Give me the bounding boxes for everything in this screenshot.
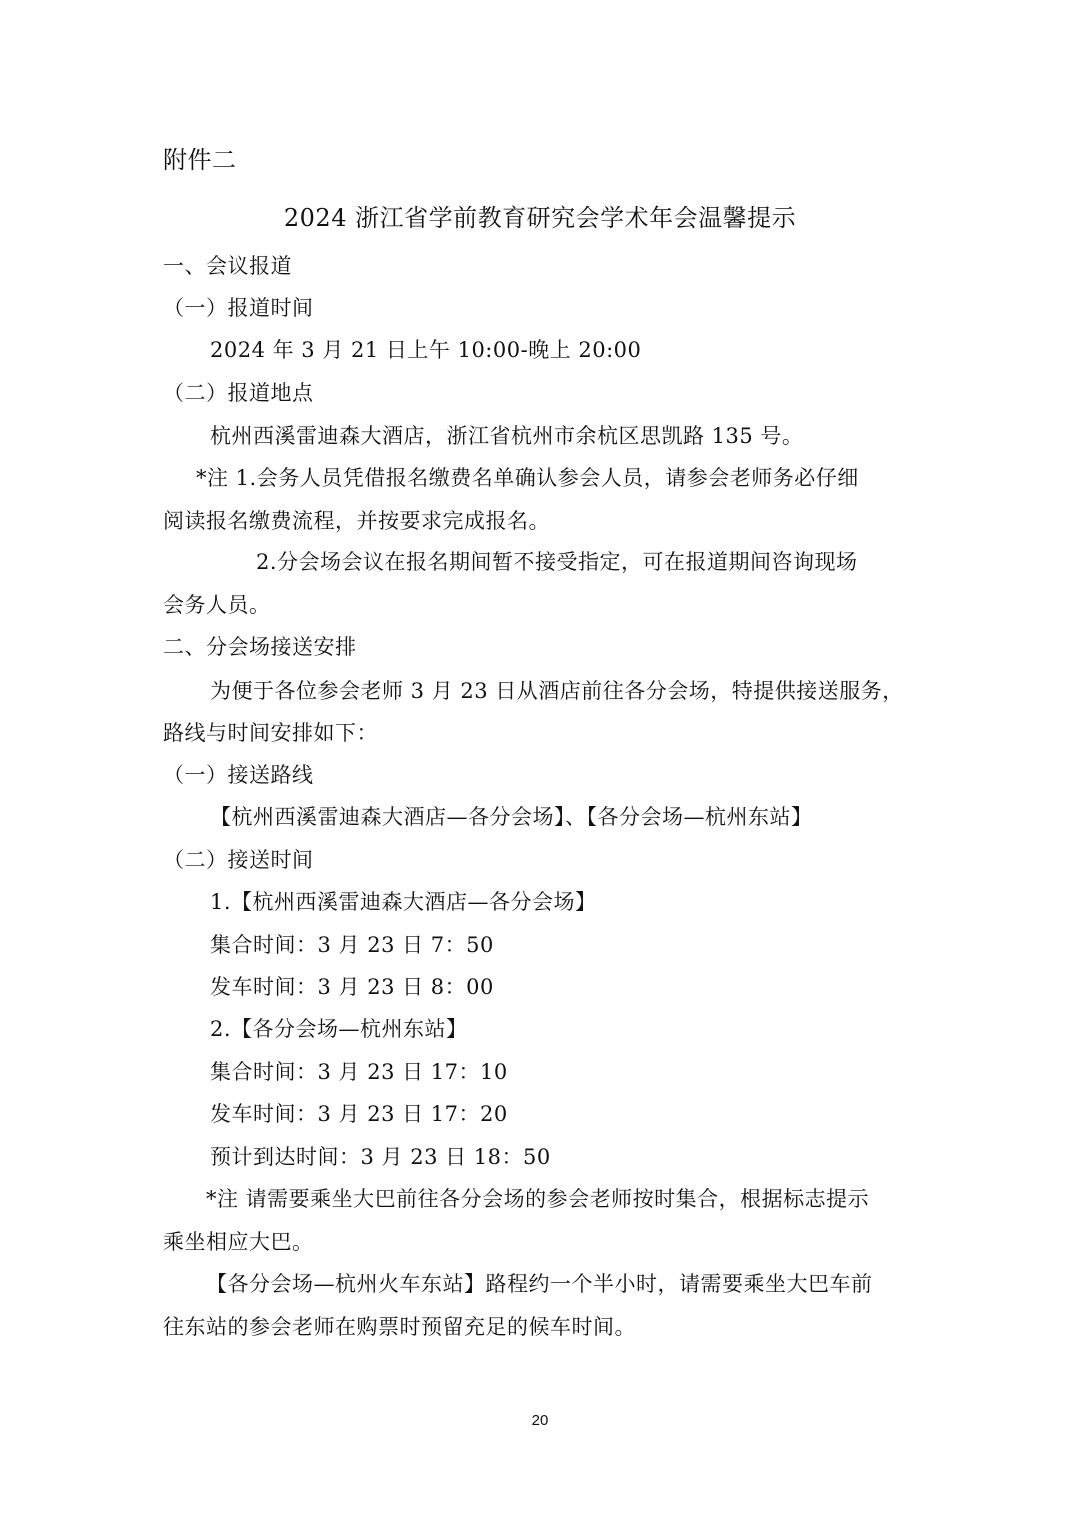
- note-4-line-1: 【各分会场—杭州火车东站】路程约一个半小时，请需要乘坐大巴车前: [206, 1272, 873, 1296]
- route-1-depart-time: 发车时间：3 月 23 日 8：00: [210, 975, 494, 999]
- route-1-gather-time: 集合时间：3 月 23 日 7：50: [210, 933, 494, 957]
- route-1-title: 1.【杭州西溪雷迪森大酒店—各分会场】: [210, 890, 597, 914]
- section-1-heading: 一、会议报道: [163, 254, 292, 278]
- route-2-gather-time: 集合时间：3 月 23 日 17：10: [210, 1060, 508, 1084]
- section-2-intro-line-2: 路线与时间安排如下：: [163, 721, 378, 745]
- note-2-line-1: 2.分会场会议在报名期间暂不接受指定，可在报道期间咨询现场: [256, 550, 858, 574]
- section-1-sub-2-heading: （二）报道地点: [163, 381, 314, 405]
- note-3-line-1: *注 请需要乘坐大巴前往各分会场的参会老师按时集合，根据标志提示: [206, 1187, 870, 1211]
- route-2-depart-time: 发车时间：3 月 23 日 17：20: [210, 1102, 508, 1126]
- route-2-title: 2.【各分会场—杭州东站】: [210, 1017, 468, 1041]
- note-1-line-1: *注 1.会务人员凭借报名缴费名单确认参会人员，请参会老师务必仔细: [196, 466, 859, 490]
- section-2-sub-1-heading: （一）接送路线: [163, 763, 314, 787]
- route-2-arrive-time: 预计到达时间：3 月 23 日 18：50: [210, 1145, 551, 1169]
- note-2-line-2: 会务人员。: [163, 593, 271, 617]
- page-title: 2024 浙江省学前教育研究会学术年会温馨提示: [283, 204, 797, 232]
- section-2-intro-line-1: 为便于各位参会老师 3 月 23 日从酒店前往各分会场，特提供接送服务，: [210, 679, 904, 703]
- note-3-line-2: 乘坐相应大巴。: [163, 1230, 314, 1254]
- section-2-heading: 二、分会场接送安排: [163, 635, 357, 659]
- section-2-sub-2-heading: （二）接送时间: [163, 848, 314, 872]
- attachment-label: 附件二: [163, 146, 237, 174]
- note-1-line-2: 阅读报名缴费流程，并按要求完成报名。: [163, 509, 550, 533]
- page-number: 20: [531, 1412, 549, 1429]
- registration-time: 2024 年 3 月 21 日上午 10:00-晚上 20:00: [210, 338, 642, 362]
- registration-place: 杭州西溪雷迪森大酒店，浙江省杭州市余杭区思凯路 135 号。: [210, 424, 804, 448]
- note-4-line-2: 往东站的参会老师在购票时预留充足的候车时间。: [163, 1315, 636, 1339]
- section-1-sub-1-heading: （一）报道时间: [163, 296, 314, 320]
- shuttle-routes: 【杭州西溪雷迪森大酒店—各分会场】、【各分会场—杭州东站】: [210, 805, 813, 829]
